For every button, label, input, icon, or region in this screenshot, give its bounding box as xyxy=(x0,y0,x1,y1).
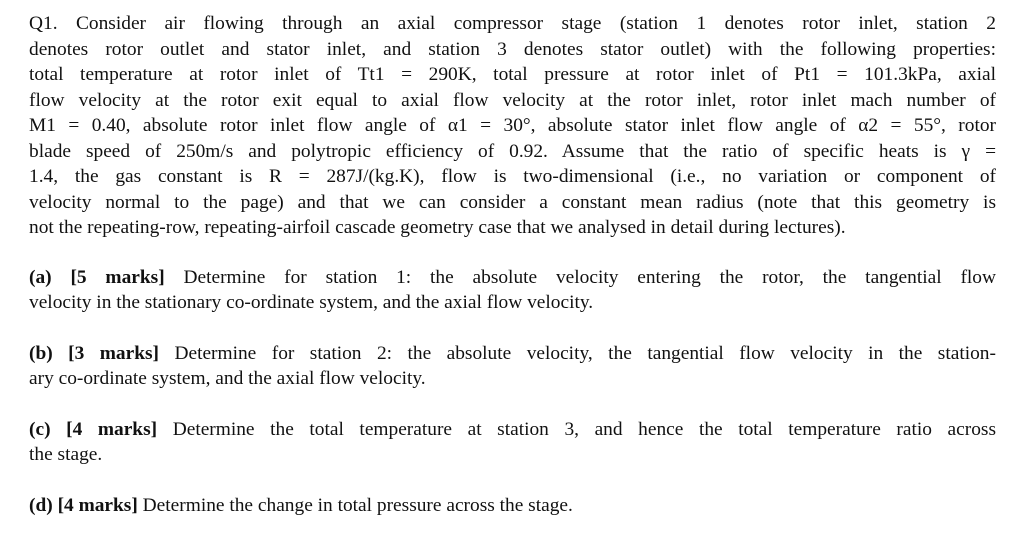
part-a-line: velocity in the stationary co-ordinate system, and the axial flow velocity. xyxy=(29,292,594,313)
question-line: Q1. Consider air flowing through an axial compressor stage (station 1 denotes rotor inlet, station 2 xyxy=(29,13,996,34)
part-b xyxy=(29,341,996,392)
part-b-line: ary co-ordinate system, and the axial flow velocity. xyxy=(29,368,426,389)
part-a xyxy=(29,265,996,316)
part-label: (c) xyxy=(29,418,51,440)
part-marks: [4 marks] xyxy=(66,418,158,440)
question-line: blade speed of 250m/s and polytropic efficiency of 0.92. Assume that the ratio of specific heats is γ = xyxy=(29,140,996,162)
part-label: (d) xyxy=(29,494,53,516)
question-line: 1.4, the gas constant is R = 287J/(kg.K), flow is two-dimensional (i.e., no variation or component of xyxy=(29,166,996,187)
part-text: Determine for station 1: the absolute velocity entering the rotor, the tangential flow xyxy=(183,266,996,288)
part-text: Determine for station 2: the absolute velocity, the tangential flow velocity in the station- xyxy=(174,342,996,364)
question-line: M1 = 0.40, absolute rotor inlet flow angle of α1 = 30°, absolute stator inlet flow angle of α2 = 55°, rotor xyxy=(29,115,996,136)
question-line: denotes rotor outlet and stator inlet, and station 3 denotes stator outlet) with the following properties: xyxy=(29,38,996,60)
part-d xyxy=(29,493,996,519)
part-marks: [5 marks] xyxy=(70,266,165,288)
part-label: (b) xyxy=(29,342,53,364)
question-paragraph xyxy=(29,11,996,241)
question-line: not the repeating-row, repeating-airfoil cascade geometry case that we analysed in detail during lectures). xyxy=(29,217,846,238)
part-a-line xyxy=(29,265,996,291)
question-line: flow velocity at the rotor exit equal to axial flow velocity at the rotor inlet, rotor inlet mach number of xyxy=(29,89,996,111)
part-d-line xyxy=(29,493,996,519)
part-b-line xyxy=(29,341,996,367)
part-text: Determine the total temperature at station 3, and hence the total temperature ratio across xyxy=(172,418,997,440)
part-marks: [4 marks] xyxy=(57,494,138,516)
question-line: total temperature at rotor inlet of Tt1 = 290K, total pressure at rotor inlet of Pt1 = 101.3kPa, axial xyxy=(29,64,996,85)
question-line: velocity normal to the page) and that we can consider a constant mean radius (note that this geometry is xyxy=(29,191,996,213)
part-c-line: the stage. xyxy=(29,444,103,465)
part-c-line xyxy=(29,417,996,443)
part-text: Determine the change in total pressure across the stage. xyxy=(142,494,573,516)
part-marks: [3 marks] xyxy=(68,342,159,364)
part-label: (a) xyxy=(29,266,52,288)
part-c xyxy=(29,417,996,468)
